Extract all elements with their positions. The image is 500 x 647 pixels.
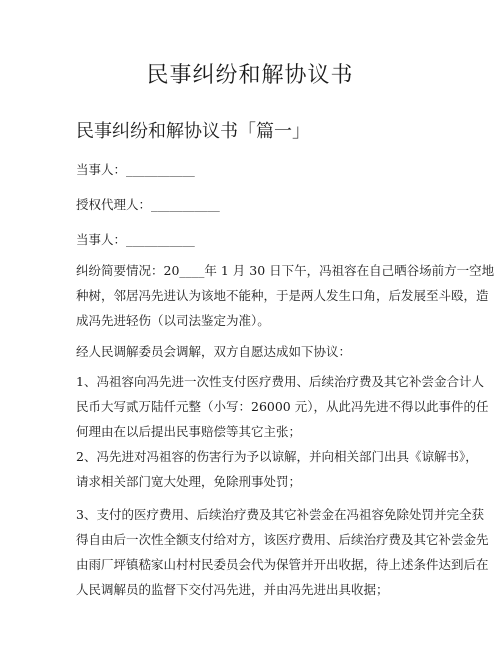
party-one-line: 当事人：___________	[76, 162, 195, 177]
paragraph-line: 民币大写贰万陆仟元整（小写：26000 元），从此冯先进不得以此事件的任	[76, 399, 489, 414]
mediation-statement: 经人民调解委员会调解，双方自愿达成如下协议：	[76, 344, 352, 359]
paragraph-line: 1、冯祖容向冯先进一次性支付医疗费用、后续治疗费及其它补尝金合计人	[76, 374, 484, 389]
paragraph-line: 人民调解员的监督下交付冯先进，并由冯先进出具收据；	[76, 582, 389, 597]
clause-three-paragraph	[76, 502, 489, 602]
clause-one-paragraph	[76, 369, 489, 444]
document-title: 民事纠纷和解协议书	[146, 63, 354, 88]
section-title: 民事纠纷和解协议书「篇一」	[76, 121, 310, 142]
paragraph-line: 2、冯先进对冯祖容的伤害行为予以谅解，并向相关部门出具《谅解书》，	[76, 449, 478, 464]
paragraph-line: 请求相关部门宽大处理，免除刑事处罚；	[76, 474, 302, 489]
paragraph-line: 由雨厂坪镇嵇家山村村民委员会代为保管并开出收据，待上述条件达到后在	[76, 557, 489, 572]
paragraph-line: 成冯先进轻伤（以司法鉴定为准）。	[76, 313, 270, 328]
paragraph-line: 纠纷简要情况：20____年 1 月 30 日下午，冯祖容在自己晒谷场前方一空地	[76, 263, 495, 278]
paragraph-line: 3、支付的医疗费用、后续治疗费及其它补尝金在冯祖容免除处罚并完全获	[76, 507, 484, 522]
paragraph-line: 何理由在以后提出民事赔偿等其它主张；	[76, 424, 302, 439]
agent-line: 授权代理人：___________	[76, 197, 220, 212]
paragraph-line: 种树，邻居冯先进认为该地不能种，于是两人发生口角，后发展至斗殴，造	[76, 288, 489, 303]
party-two-line: 当事人：___________	[76, 232, 195, 247]
dispute-summary-paragraph	[76, 258, 495, 333]
paragraph-line: 得自由后一次性全额支付给对方，该医疗费用、后续治疗费及其它补尝金先	[76, 532, 489, 547]
clause-two-paragraph	[76, 444, 478, 494]
